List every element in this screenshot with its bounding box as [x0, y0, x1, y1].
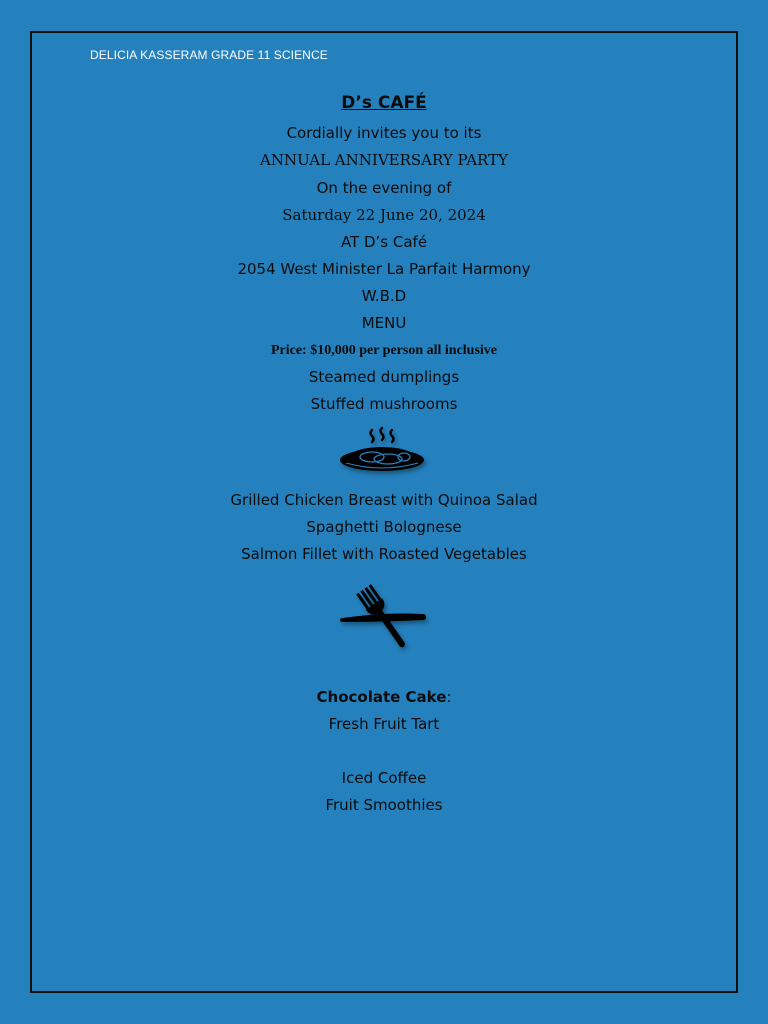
starter-item: Steamed dumplings: [308, 368, 460, 386]
price-line: Price: $10,000 per person all inclusive: [270, 343, 498, 358]
address-line: 2054 West Minister La Parfait Harmony: [237, 260, 531, 278]
dessert-name: Chocolate Cake: [316, 688, 447, 706]
invite-line: Cordially invites you to its: [286, 124, 482, 142]
author-note: DELICIA KASSERAM GRADE 11 SCIENCE: [90, 48, 328, 62]
main-course-item: Salmon Fillet with Roasted Vegetables: [241, 545, 527, 563]
date-line: Saturday 22 June 20, 2024: [282, 206, 486, 224]
invitation-border: [30, 31, 738, 993]
venue-line: AT D’s Café: [340, 233, 428, 251]
dessert-item-main: [0, 687, 768, 707]
drink-item: Fruit Smoothies: [325, 796, 443, 814]
event-name: ANNUAL ANNIVERSARY PARTY: [259, 151, 508, 169]
address-code: W.B.D: [361, 287, 407, 305]
dessert-colon: :: [446, 688, 452, 706]
starter-item: Stuffed mushrooms: [310, 395, 458, 413]
dessert-item: Fresh Fruit Tart: [328, 715, 440, 733]
drink-item: Iced Coffee: [341, 769, 427, 787]
main-course-item: Grilled Chicken Breast with Quinoa Salad: [230, 491, 538, 509]
fork-and-knife-icon: [0, 584, 768, 658]
main-course-item: Spaghetti Bolognese: [306, 518, 462, 536]
steaming-plate-icon: [0, 426, 768, 476]
time-line: On the evening of: [316, 179, 452, 197]
cafe-name-title: D’s CAFÉ: [341, 93, 427, 113]
menu-heading: MENU: [361, 314, 407, 332]
